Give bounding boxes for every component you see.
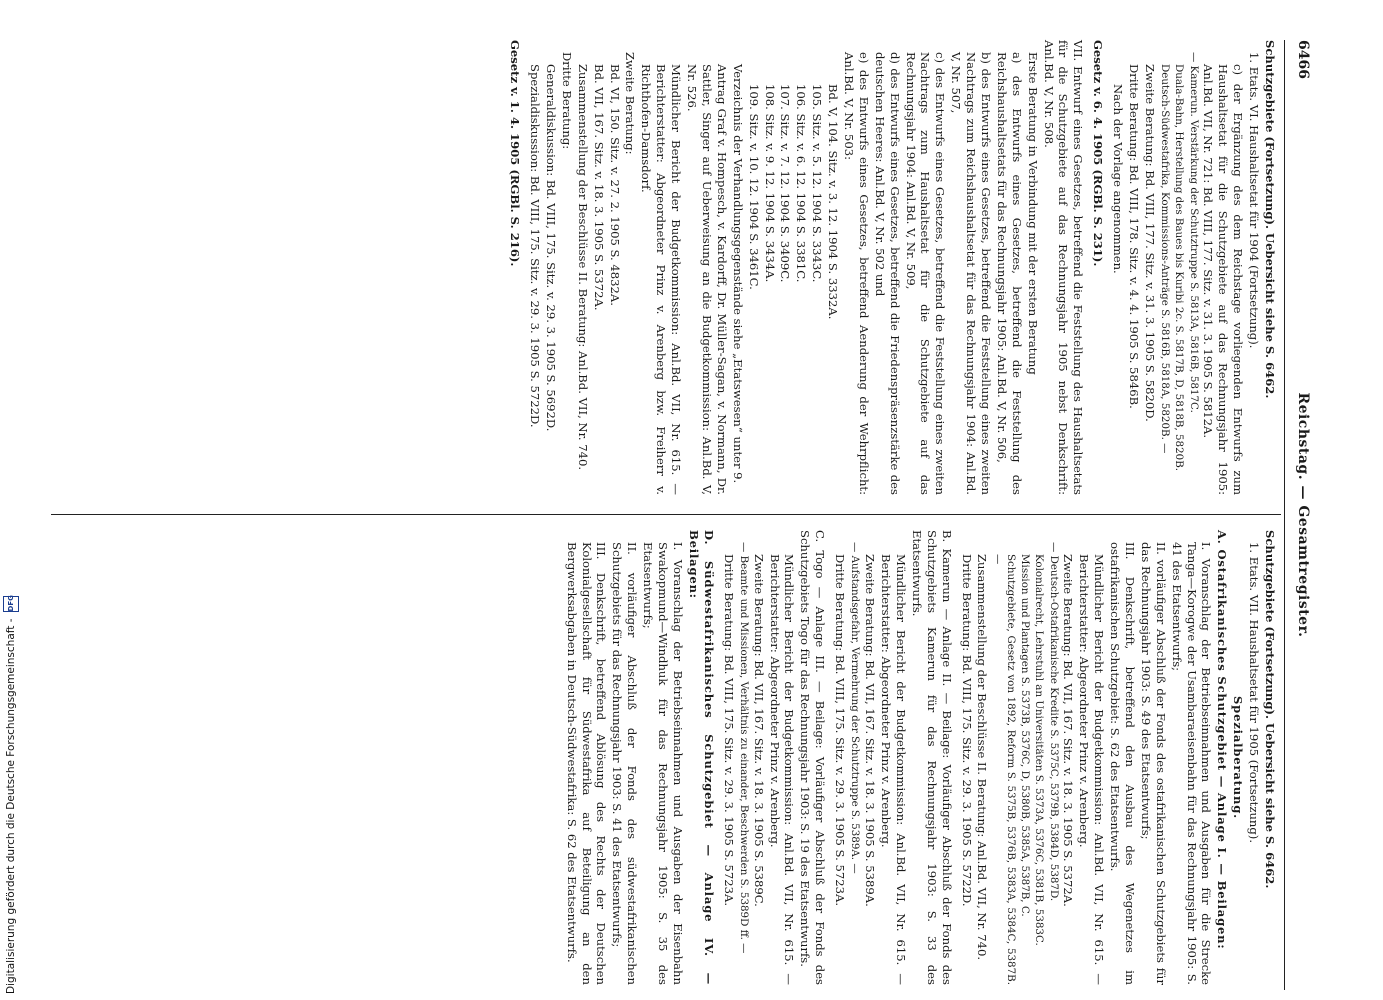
register-entry: Schutzgebiete (Fortsetzung). Uebersicht siehe S. 6462. bbox=[1263, 530, 1277, 889]
register-entry: Mündlicher Bericht der Budgetkommission: Anl.Bd. VII, Nr. 615. — Berichterstatter: Abgeordneter Prinz v. Arenberg bzw. Freiherr v. Richthofen-Damsdorf. bbox=[639, 64, 684, 495]
register-entry: II. vorläufiger Abschluß der Fonds des südwestafrikanischen Schutzgebiets für das Rechnungsjahr 1903: S. 41 des Etatsentwurfs; bbox=[610, 542, 640, 985]
register-entry: Mündlicher Bericht der Budgetkommission: Anl.Bd. VII, Nr. 615. — Berichterstatter: Abgeordneter Prinz v. Arenberg. bbox=[879, 554, 908, 985]
register-entry: II. vorläufiger Abschluß der Fonds des ostafrikanischen Schutzgebiets für das Rechnungsjahr 1903: S. 49 des Etatsentwurfs; bbox=[1138, 542, 1168, 985]
dfg-logo-icon: DFG bbox=[3, 596, 19, 612]
register-entry: I. Voranschlag der Betriebseinnahmen und Ausgaben der Eisenbahn Swakopmund—Windhuk für das Rechnungsjahr 1905: S. 35 des Etatsentwurfs; bbox=[641, 542, 685, 985]
register-entry: a) des Entwurfs eines Gesetzes, betreffend die Feststellung des Reichshaushaltsetats für das Rechnungsjahr 1905: Anl.Bd. V, Nr. 506, bbox=[994, 52, 1024, 495]
register-entry: Mündlicher Bericht der Budgetkommission: Anl.Bd. VII, Nr. 615. — Berichterstatter: Abgeordneter Prinz v. Arenberg. bbox=[1077, 554, 1107, 985]
register-entry: Zweite Beratung: Bd. VIII, 177. Sitz. v. 31. 3. 1905 S. 5820D. bbox=[1142, 64, 1157, 422]
register-entry: Dritte Beratung: Bd. VIII, 175. Sitz. v. 29. 3. 1905 S. 5722D. bbox=[959, 554, 974, 907]
register-entry: Bd. V, 104. Sitz. v. 3. 12. 1904 S. 3332A. bbox=[826, 84, 841, 320]
register-entry: 109. Sitz. v. 10. 12. 1904 S. 3461C. bbox=[746, 84, 761, 290]
register-entry: 108. Sitz. v. 9. 12. 1904 S. 3434A. bbox=[762, 84, 777, 283]
register-entry: Schutzgebiete (Fortsetzung). Uebersicht siehe S. 6462. bbox=[1263, 40, 1277, 399]
register-entry: 105. Sitz. v. 5. 12. 1904 S. 3343C. bbox=[810, 84, 825, 283]
running-title: Reichstag. — Gesamtregister. bbox=[1295, 392, 1311, 638]
register-entry: c) des Entwurfs eines Gesetzes, betreffend die Feststellung eines zweiten Nachtrags zum Haushaltsetat für die Schutzgebiete auf das Rechnungsjahr 1904: Anl.Bd. V, Nr. 509, bbox=[903, 52, 948, 495]
register-entry: Generaldiskussion: Bd. VIII, 175. Sitz. v. 29. 3. 1905 S. 5692D. bbox=[544, 64, 559, 432]
register-entry: Erste Beratung in Verbindung mit der ersten Beratung bbox=[1025, 52, 1040, 375]
register-entry: Bd. VI, 150. Sitz. v. 27. 2. 1905 S. 4832A. bbox=[607, 64, 622, 306]
register-entry: III. Denkschrift, betreffend den Ausbau des Wegenetzes im ostafrikanischen Schutzgebiet: S. 62 des Etatsentwurfs. bbox=[1108, 542, 1137, 985]
register-entry: B. Kamerun — Anlage II. — Beilage: Vorläufiger Abschluß der Fonds des Schutzgebiets Kamerun für das Rechnungsjahr 1903: S. 33 des Etatsentwurfs. bbox=[909, 530, 954, 985]
register-entry: Zweite Beratung: Bd. VII, 167. Sitz. v. 18. 3. 1905 S. 5372A. bbox=[1061, 554, 1076, 907]
rotated-page bbox=[46, 40, 1311, 990]
register-entry: Zusammenstellung der Beschlüsse II. Beratung: Anl.Bd. VII, Nr. 740. bbox=[975, 554, 990, 961]
register-entry: Dritte Beratung: Bd. VIII, 175. Sitz. v. 29. 3. 1905 S. 5723A. bbox=[721, 554, 736, 907]
register-entry: Bd. VII, 167. Sitz. v. 18. 3. 1905 S. 5372A. bbox=[591, 64, 606, 311]
register-entry: Spezialberatung. bbox=[1231, 695, 1246, 820]
register-entry: — Beamte und Missionen, Verhältnis zu einander, Beschwerden S. 5389D ff. — bbox=[737, 542, 750, 954]
register-entry: Gesetz v. 6. 4. 1905 (RGBl. S. 231). bbox=[1091, 40, 1106, 267]
register-entry: I. Voranschlag der Betriebseinnahmen und Ausgaben für die Strecke Tanga—Korogwe der Usambaraeisenbahn für das Rechnungsjahr 1905: S. 41 des Etatsentwurfs; bbox=[1169, 542, 1214, 985]
register-entry: — Aufstandsgefahr, Vermehrung der Schutztruppe S. 5389A. — bbox=[849, 542, 862, 874]
register-entry: Kolonialrecht, Lehrstuhl an Universitäten S. 5373A, 5376C, 5381B, 5383C. bbox=[1033, 554, 1046, 946]
register-entry: A. Ostafrikanisches Schutzgebiet — Anlage I. — Beilagen: bbox=[1215, 530, 1230, 950]
register-entry: Zweite Beratung: bbox=[623, 52, 638, 155]
register-entry: Zweite Beratung: Bd. VII, 167. Sitz. v. 18. 3. 1905 S. 5389A. bbox=[863, 554, 878, 907]
register-entry: Spezialdiskussion: Bd. VIII, 175. Sitz. v. 29. 3. 1905 S. 5722D. bbox=[528, 64, 543, 428]
register-entry: b) des Entwurfs eines Gesetzes, betreffend die Feststellung eines zweiten Nachtrags zum Reichshaushaltsetat für das Rechnungsjahr 1904: Anl.Bd. V, Nr. 507, bbox=[949, 52, 993, 495]
register-entry: Nach der Vorlage angenommen. bbox=[1111, 84, 1126, 274]
running-head bbox=[1285, 40, 1311, 990]
register-entry: d) des Entwurfs eines Gesetzes, betreffend die Friedenspräsenzstärke des deutschen Heeres: Anl.Bd. V, Nr. 502 und bbox=[872, 52, 902, 495]
register-entry: 1. Etats. VII. Haushaltsetat für 1905 (Fortsetzung). bbox=[1247, 542, 1262, 844]
register-entry: III. Denkschrift, betreffend Ablösung des Rechts der Deutschen Kolonialgesellschaft für Südwestafrika auf Beteiligung an den Bergwerksabgaben in Deutsch-Südwestafrika: S. 62 des Etatsentwurfs. bbox=[564, 542, 609, 985]
register-entry: Dritte Beratung: Bd. VIII, 178. Sitz. v. 4. 4. 1905 S. 5846B. bbox=[1127, 64, 1141, 409]
footer-text: Digitalisierung gefördert durch die Deutsche Forschungsgemeinschaft - bbox=[5, 618, 17, 994]
register-entry: Antrag Graf v. Hompesch, v. Kardorff, Dr. Müller-Sagan, v. Normann, Dr. Sattler, Singer auf Ueberweisung an die Budgetkommission: Anl.Bd. V, Nr. 526. bbox=[685, 64, 729, 495]
register-entry: Verzeichnis der Verhandlungsgegenstände siehe „Etatswesen“ unter 9. bbox=[730, 64, 745, 484]
register-entry: Gesetz v. 1. 4. 1905 (RGBl. S. 216). bbox=[508, 40, 523, 267]
register-entry: 106. Sitz. v. 6. 12. 1904 S. 3381C. bbox=[794, 84, 809, 283]
register-entry: Mission und Plantagen S. 5373B, 5376C, D, 5380B, 5385A, 5387B, C. bbox=[1019, 554, 1032, 917]
right-column bbox=[563, 530, 1277, 985]
header-rule bbox=[1284, 40, 1285, 990]
digitization-footer bbox=[0, 0, 22, 1000]
register-entry: VII. Entwurf eines Gesetzes, betreffend die Feststellung des Haushaltsetats für die Schutzgebiete auf das Rechnungsjahr 1905 nebst Denkschrift: Anl.Bd. V, Nr. 508. bbox=[1041, 40, 1086, 495]
register-entry: Mündlicher Bericht der Budgetkommission: Anl.Bd. VII, Nr. 615. — Berichterstatter: Abgeordneter Prinz v. Arenberg. bbox=[767, 554, 797, 985]
left-column bbox=[506, 40, 1277, 495]
register-entry: — Deutsch-Ostafrikanische Kredite S. 5375C, 5379B, 5384D, 5387D. bbox=[1047, 542, 1060, 902]
register-entry: Schutzgebiete, Gesetz von 1892, Reform S. 5375B, 5376B, 5383A, 5384C, 5387B. — bbox=[991, 554, 1017, 985]
register-entry: e) des Entwurfs eines Gesetzes, betreffend Aenderung der Wehrpflicht: Anl.Bd. V, Nr. 503: bbox=[841, 52, 871, 495]
register-entry: Zweite Beratung: Bd. VII, 167. Sitz. v. 18. 3. 1905 S. 5389C. bbox=[751, 554, 766, 907]
register-entry: Duala-Bahn, Herstellung des Baues bis Kuribi 2c. S. 5817B, D, 5818B, 5820B. bbox=[1173, 64, 1186, 472]
register-entry: D. Südwestafrikanisches Schutzgebiet — Anlage IV. — Beilagen: bbox=[686, 530, 716, 985]
register-entry: 107. Sitz. v. 7. 12. 1904 S. 3409C. bbox=[778, 84, 793, 283]
register-entry: Zusammenstellung der Beschlüsse II. Beratung: Anl.Bd. VII, Nr. 740. bbox=[575, 64, 590, 471]
register-entry: Dritte Beratung: bbox=[559, 52, 574, 150]
register-entry: Dritte Beratung: Bd. VIII, 175. Sitz. v. 29. 3. 1905 S. 5723A. bbox=[833, 554, 848, 907]
register-entry: 1. Etats. VI. Haushaltsetat für 1904 (Fortsetzung). bbox=[1247, 52, 1262, 349]
column-divider bbox=[51, 514, 1281, 515]
register-entry: — Kamerun. Verstärkung der Schutztruppe S. 5813A, 5816B, 5817C. bbox=[1187, 52, 1200, 413]
page-number: 6466 bbox=[1295, 40, 1311, 79]
register-entry: Deutsch-Südwestafrika, Kommissions-Anträge S. 5816B, 5818A, 5820B. — bbox=[1159, 64, 1172, 454]
register-entry: c) der Ergänzung des dem Reichstage vorliegenden Entwurfs zum Haushaltsetat für die Schutzgebiete auf das Rechnungsjahr 1905: Anl.Bd. VII, Nr. 721: Bd. VIII, 177. Sitz. v. 31. 3. 1905 S. 5812A. bbox=[1201, 64, 1246, 495]
register-entry: C. Togo — Anlage III. — Beilage: Vorläufiger Abschluß der Fonds des Schutzgebiets Togo für das Rechnungsjahr 1903: S. 19 des Etatsentwurfs. bbox=[798, 530, 828, 985]
